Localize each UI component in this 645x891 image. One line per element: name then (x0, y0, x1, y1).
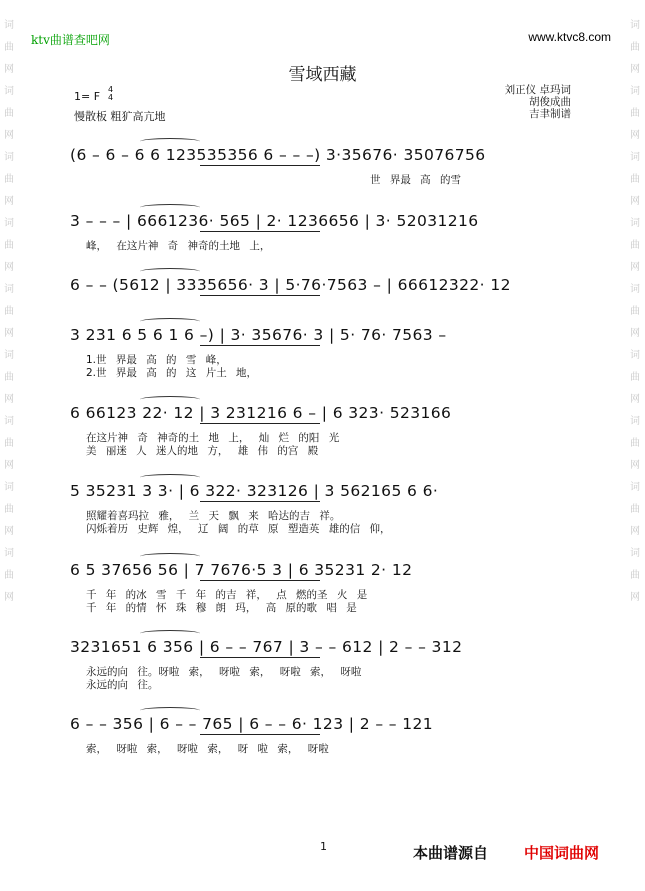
meter-bottom: 4 (108, 93, 114, 102)
watermark-glyph: 网 (630, 460, 640, 471)
beam-line (200, 231, 320, 232)
watermark-glyph: 网 (4, 196, 14, 207)
watermark-glyph: 曲 (630, 570, 640, 581)
watermark-glyph: 词 (630, 284, 640, 295)
watermark-glyph: 曲 (4, 174, 14, 185)
notation-line: (6 – 6 – 6 6 123535356 6 – – –) 3·35676· 35076756 (70, 146, 486, 164)
watermark-glyph: 曲 (630, 240, 640, 251)
slur-mark (140, 474, 200, 481)
source-text: 本曲谱源自 (413, 844, 489, 862)
slur-mark (140, 268, 200, 275)
watermark-glyph: 词 (630, 152, 640, 163)
watermark-glyph: 网 (4, 130, 14, 141)
watermark-glyph: 网 (4, 64, 14, 75)
lyricist: 刘正仪 卓玛词 (504, 84, 571, 96)
watermark-glyph: 词 (630, 482, 640, 493)
watermark-glyph: 网 (630, 130, 640, 141)
watermark-glyph: 曲 (4, 570, 14, 581)
watermark-glyph: 网 (4, 394, 14, 405)
credits (505, 84, 571, 120)
watermark-glyph: 曲 (4, 504, 14, 515)
watermark-glyph: 网 (4, 526, 14, 537)
time-signature (108, 86, 113, 102)
lyric-line: 千 年 的冰 雪 千 年 的吉 祥， 点 燃的圣 火 是 (86, 589, 368, 601)
key-signature: 1= F (74, 90, 101, 103)
notation-line: 6 – – (5612 | 3335656· 3 | 5·76·7563 – | 66612322· 12 (70, 276, 511, 294)
notation-line: 6 – – 356 | 6 – – 765 | 6 – – 6· 123 | 2 – – 121 (70, 715, 434, 733)
lyric-line: 照耀着喜玛拉 雅， 兰 天 飘 来 哈达的吉 祥。 (86, 510, 341, 522)
watermark-glyph: 网 (630, 592, 640, 603)
watermark-glyph: 词 (4, 548, 14, 559)
lyric-line: 世 界最 高 的雪 (370, 174, 462, 186)
watermark-glyph: 网 (630, 64, 640, 75)
notation-line: 6 66123 22· 12 | 3 231216 6 – | 6 323· 523166 (70, 404, 452, 422)
notation-line: 3 – – – | 6661236· 565 | 2· 1236656 | 3· 52031216 (70, 212, 479, 230)
watermark-glyph: 曲 (630, 438, 640, 449)
watermark-glyph: 网 (4, 592, 14, 603)
meter-top: 4 (108, 85, 114, 94)
watermark-glyph: 曲 (4, 372, 14, 383)
watermark-glyph: 词 (630, 218, 640, 229)
watermark-glyph: 曲 (630, 504, 640, 515)
watermark-glyph: 曲 (630, 108, 640, 119)
beam-line (200, 580, 320, 581)
lyric-line: 索， 呀啦 索， 呀啦 索， 呀 啦 索， 呀啦 (86, 743, 329, 755)
beam-line (200, 345, 320, 346)
watermark-glyph: 网 (630, 196, 640, 207)
watermark-right (628, 20, 642, 604)
notation-line: 3231651 6 356 | 6 – – 767 | 3 – – 612 | 2 – – 312 (70, 638, 463, 656)
watermark-glyph: 词 (4, 416, 14, 427)
watermark-glyph: 网 (630, 262, 640, 273)
slur-mark (140, 318, 200, 325)
arranger: 吉聿制谱 (529, 108, 571, 120)
watermark-glyph: 曲 (630, 42, 640, 53)
lyric-line: 永远的向 往。 (86, 679, 159, 691)
beam-line (200, 423, 320, 424)
watermark-glyph: 曲 (4, 240, 14, 251)
beam-line (200, 501, 320, 502)
notation-line: 3 231 6 5 6 1 6 –) | 3· 35676· 3 | 5· 76· 7563 – (70, 326, 447, 344)
slur-mark (140, 707, 200, 714)
watermark-left (2, 20, 16, 604)
lyric-line: 在这片神 奇 神奇的土 地 上， 灿 烂 的阳 光 (86, 432, 340, 444)
watermark-glyph: 词 (4, 20, 14, 31)
slur-mark (140, 204, 200, 211)
watermark-glyph: 词 (4, 86, 14, 97)
watermark-glyph: 词 (4, 482, 14, 493)
source-site: 中国词曲网 (524, 844, 600, 862)
lyric-line: 1.世 界最 高 的 雪 峰， (86, 354, 227, 366)
watermark-glyph: 曲 (4, 108, 14, 119)
lyric-line: 美 丽迷 人 迷人的地 方， 雄 伟 的宫 殿 (86, 445, 319, 457)
watermark-glyph: 曲 (630, 372, 640, 383)
page-number: 1 (320, 840, 327, 853)
lyric-line: 峰， 在这片神 奇 神奇的土地 上， (86, 240, 271, 252)
slur-mark (140, 630, 200, 637)
watermark-glyph: 网 (630, 328, 640, 339)
watermark-glyph: 词 (630, 548, 640, 559)
watermark-glyph: 曲 (4, 42, 14, 53)
watermark-glyph: 网 (4, 460, 14, 471)
song-title: 雪域西藏 (288, 65, 357, 85)
watermark-glyph: 词 (4, 350, 14, 361)
watermark-glyph: 词 (630, 350, 640, 361)
slur-mark (140, 138, 200, 145)
watermark-glyph: 网 (630, 526, 640, 537)
notation-line: 6 5 37656 56 | 7 7676·5 3 | 6 35231 2· 12 (70, 561, 413, 579)
watermark-glyph: 词 (630, 416, 640, 427)
lyric-line: 永远的向 往。呀啦 索， 呀啦 索， 呀啦 索， 呀啦 (86, 666, 362, 678)
watermark-glyph: 词 (4, 152, 14, 163)
beam-line (200, 657, 320, 658)
watermark-glyph: 词 (4, 218, 14, 229)
composer: 胡俊成曲 (529, 96, 571, 108)
slur-mark (140, 396, 200, 403)
watermark-glyph: 曲 (630, 174, 640, 185)
lyric-line: 闪烁着历 史辉 煌， 辽 阔 的草 原 塑造英 雄的信 仰， (86, 523, 391, 535)
watermark-glyph: 词 (630, 20, 640, 31)
watermark-glyph: 网 (630, 394, 640, 405)
site-url-right: www.ktvc8.com (528, 30, 611, 44)
lyric-line: 2.世 界最 高 的 这 片土 地， (86, 367, 258, 379)
slur-mark (140, 553, 200, 560)
watermark-glyph: 曲 (630, 306, 640, 317)
watermark-glyph: 曲 (4, 306, 14, 317)
watermark-glyph: 词 (630, 86, 640, 97)
site-name-left: ktv曲谱查吧网 (31, 33, 110, 47)
notation-line: 5 35231 3 3· | 6 322· 323126 | 3 562165 6 6· (70, 482, 439, 500)
beam-line (200, 295, 320, 296)
lyric-line: 千 年 的情 怀 珠 穆 朗 玛， 高 原的歌 唱 是 (86, 602, 357, 614)
beam-line (200, 165, 320, 166)
watermark-glyph: 网 (4, 262, 14, 273)
watermark-glyph: 网 (4, 328, 14, 339)
tempo-marking: 慢散板 粗犷高亢地 (74, 110, 166, 123)
watermark-glyph: 词 (4, 284, 14, 295)
beam-line (200, 734, 320, 735)
watermark-glyph: 曲 (4, 438, 14, 449)
